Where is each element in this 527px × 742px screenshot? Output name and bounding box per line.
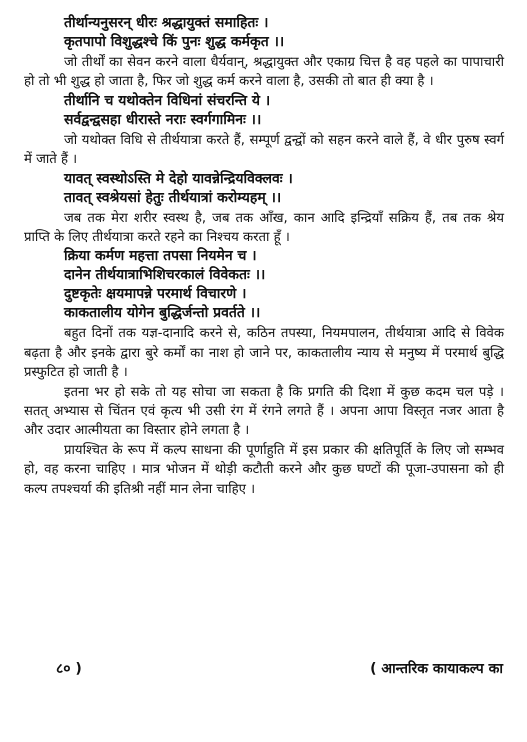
page-body xyxy=(24,14,504,499)
verse-line: काकतालीय योगेन बुद्धिर्जन्तो प्रवर्तते ।। xyxy=(64,305,261,322)
paragraph: बहुत दिनों तक यज्ञ-दानादि करने से, कठिन तपस्या, नियमपालन, तीर्थयात्रा आदि से विवेक बढ़ता है और इनके द्वारा बुरे कर्मों का नाश हो जाने पर, काकतालीय न्याय से मनुष्य में परमार्थ बुद्धि प्रस्फुटित हो जाती है । xyxy=(24,326,504,381)
verse-line: तावत् स्वश्रेयसां हेतुः तीर्थयात्रां करोम्यहम् ।। xyxy=(64,189,282,206)
verse-line: तीर्थानि च यथोक्तेन विधिनां संचरन्ति ये । xyxy=(64,92,271,109)
verse-block xyxy=(24,14,504,52)
verse-line: कृतपापो विशुद्धश्चे किं पुनः शुद्ध कर्मकृत ।। xyxy=(64,34,285,50)
verse-block xyxy=(24,170,504,208)
paragraph: जो यथोक्त विधि से तीर्थयात्रा करते हैं, सम्पूर्ण द्वन्द्वों को सहन करने वाले हैं, वे धीर पुरुष स्वर्ग में जाते हैं । xyxy=(24,132,504,168)
verse-line: सर्वद्वन्द्वसहा धीरास्ते नराः स्वर्गगामिनः ।। xyxy=(64,111,262,128)
verse-line: दुष्टकृतेः क्षयमापन्ने परमार्थ विचारणे । xyxy=(64,286,247,303)
verse-line: दानेन तीर्थयात्राभिशिचरकालं विवेकतः ।। xyxy=(64,267,266,284)
verse-line: तीर्थान्यनुसरन् धीरः श्रद्धायुक्तं समाहितः । xyxy=(64,15,269,31)
paragraph: इतना भर हो सके तो यह सोचा जा सकता है कि प्रगति की दिशा में कुछ कदम चल पड़े । सतत् अभ्यास से चिंतन एवं कृत्य भी उसी रंग में रंगने लगते हैं । अपना आपा विस्तृत नजर आता है और उदार आत्मीयता का विस्तार होने लगता है । xyxy=(24,384,504,439)
running-title: ( आन्तरिक कायाकल्प का xyxy=(370,661,503,677)
paragraph: जब तक मेरा शरीर स्वस्थ है, जब तक आँख, कान आदि इन्द्रियाँ सक्रिय हैं, तब तक श्रेय प्राप्ति के लिए तीर्थयात्रा करते रहने का निश्चय करता हूँ । xyxy=(24,210,504,246)
verse-line: यावत् स्वस्थोऽस्ति मे देहो यावन्नेन्द्रियविक्लवः । xyxy=(64,170,293,187)
paragraph: प्रायश्चित के रूप में कल्प साधना की पूर्णाहुति में इस प्रकार की क्षतिपूर्ति के लिए जो सम्भव हो, वह करना चाहिए । मात्र भोजन में थोड़ी कटौती करने और कुछ घण्टों की पूजा-उपासना को ही कल्प तपश्चर्या की इतिश्री नहीं मान लेना चाहिए । xyxy=(24,442,504,497)
page-footer xyxy=(56,659,503,681)
verse-line: क्रिया कर्मण महत्ता तपसा नियमेन च । xyxy=(64,248,257,265)
paragraph: जो तीर्थों का सेवन करने वाला धैर्यवान्, श्रद्धायुक्त और एकाग्र चित्त है वह पहले का पापाचारी हो तो भी शुद्ध हो जाता है, फिर जो शुद्ध कर्म करने वाला है, उसकी तो बात ही क्या है । xyxy=(24,55,504,90)
verse-block xyxy=(24,247,504,323)
page-number: ८० ) xyxy=(56,661,82,677)
verse-block xyxy=(24,92,504,130)
